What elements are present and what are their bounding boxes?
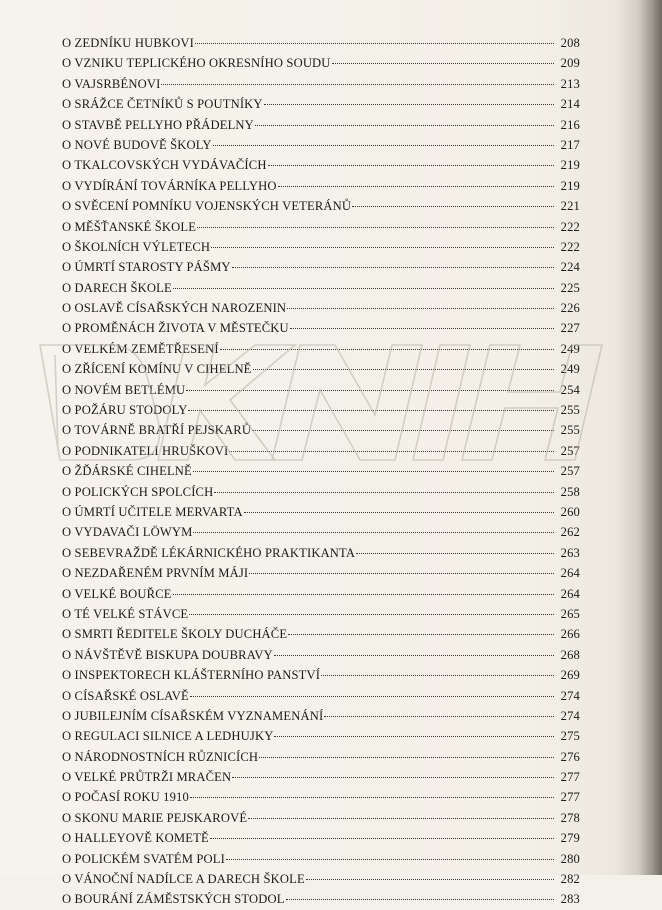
dot-leader — [189, 614, 554, 615]
dot-leader — [173, 594, 554, 595]
toc-entry-page-number: 276 — [560, 749, 580, 764]
toc-entry-title: O VÁNOČNÍ NADÍLCE A DARECH ŠKOLE — [62, 872, 305, 887]
dot-leader — [248, 818, 554, 819]
dot-leader — [190, 797, 554, 798]
dot-leader — [173, 288, 554, 289]
toc-entry-title: O SVĚCENÍ POMNÍKU VOJENSKÝCH VETERÁNŮ — [62, 199, 352, 214]
toc-entry — [62, 543, 580, 563]
toc-entry-title: O MĚŠŤANSKÉ ŠKOLE — [62, 219, 197, 234]
toc-entry-page-number: 214 — [560, 97, 580, 112]
toc-entry-page-number: 274 — [560, 708, 580, 723]
toc-entry — [62, 604, 580, 624]
toc-entry-page-number: 280 — [560, 851, 580, 866]
toc-entry-page-number: 219 — [560, 158, 580, 173]
dot-leader — [321, 675, 554, 676]
dot-leader — [226, 859, 554, 860]
toc-entry — [62, 726, 580, 746]
dot-leader — [274, 655, 554, 656]
toc-entry-title: O TKALCOVSKÝCH VYDÁVAČÍCH — [62, 158, 267, 173]
dot-leader — [213, 145, 554, 146]
toc-entry-page-number: 221 — [560, 199, 580, 214]
toc-entry-title: O OSLAVĚ CÍSAŘSKÝCH NAROZENIN — [62, 301, 287, 316]
toc-entry-title: O NOVÉ BUDOVĚ ŠKOLY — [62, 137, 212, 152]
toc-entry-page-number: 255 — [560, 403, 580, 418]
dot-leader — [161, 84, 554, 85]
toc-entry-title: O ZEDNÍKU HUBKOVI — [62, 36, 194, 50]
toc-entry — [62, 828, 580, 848]
toc-entry — [62, 94, 580, 114]
toc-entry-title: O PROMĚNÁCH ŽIVOTA V MĚSTEČKU — [62, 321, 289, 336]
toc-entry-page-number: 264 — [560, 566, 580, 581]
toc-entry — [62, 747, 580, 767]
toc-entry — [62, 645, 580, 665]
page-binding-shadow — [638, 0, 662, 875]
toc-entry-page-number: 257 — [560, 464, 580, 479]
dot-leader — [232, 267, 554, 268]
dot-leader — [193, 471, 554, 472]
toc-entry-title: O CÍSAŘSKÉ OSLAVĚ — [62, 688, 189, 703]
toc-entry-title: O NÁRODNOSTNÍCH RŮZNICÍCH — [62, 749, 259, 764]
toc-entry-title: O SKONU MARIE PEJSKAROVÉ — [62, 810, 248, 825]
dot-leader — [249, 573, 554, 574]
dot-leader — [268, 165, 554, 166]
toc-entry-title: O VYDAVAČI LÖWYM — [62, 525, 193, 540]
toc-entry-title: O ÚMRTÍ UČITELE MERVARTA — [62, 504, 243, 519]
toc-entry-title: O POŽÁRU STODOLY — [62, 403, 188, 418]
toc-entry-page-number: 222 — [560, 219, 580, 234]
toc-entry — [62, 155, 580, 175]
dot-leader — [195, 43, 554, 44]
toc-entry-page-number: 255 — [560, 423, 580, 438]
dot-leader — [255, 125, 554, 126]
dot-leader — [244, 512, 554, 513]
dot-leader — [332, 63, 554, 64]
dot-leader — [274, 736, 554, 737]
toc-entry-page-number: 283 — [560, 892, 580, 907]
toc-entry-page-number: 224 — [560, 260, 580, 275]
toc-entry-title: O ZŘÍCENÍ KOMÍNU V CIHELNĚ — [62, 362, 252, 377]
toc-entry-title: O POČASÍ ROKU 1910 — [62, 790, 189, 805]
toc-entry — [62, 808, 580, 828]
toc-entry-title: O HALLEYOVĚ KOMETĚ — [62, 831, 209, 846]
dot-leader — [214, 492, 554, 493]
toc-entry-title: O DARECH ŠKOLE — [62, 280, 172, 295]
toc-entry — [62, 33, 580, 53]
toc-entry-page-number: 264 — [560, 586, 580, 601]
toc-entry-title: O ŠKOLNÍCH VÝLETECH — [62, 239, 211, 254]
toc-entry-title: O VELKÉ PRŮTRŽI MRAČEN — [62, 770, 232, 785]
toc-entry — [62, 584, 580, 604]
dot-leader — [352, 206, 554, 207]
toc-entry-page-number: 249 — [560, 362, 580, 377]
toc-entry-title: O ÚMRTÍ STAROSTY PÁŠMY — [62, 260, 231, 275]
toc-entry-page-number: 225 — [560, 280, 580, 295]
toc-entry-page-number: 254 — [560, 382, 580, 397]
toc-entry-title: O INSPEKTORECH KLÁŠTERNÍHO PANSTVÍ — [62, 668, 321, 683]
toc-entry — [62, 115, 580, 135]
toc-entry-page-number: 266 — [560, 627, 580, 642]
dot-leader — [264, 104, 554, 105]
toc-entry-page-number: 268 — [560, 647, 580, 662]
toc-entry — [62, 624, 580, 644]
toc-entry — [62, 176, 580, 196]
toc-entry-page-number: 282 — [560, 872, 580, 887]
toc-entry-title: O VELKÉM ZEMĚTŘESENÍ — [62, 341, 219, 356]
dot-leader — [211, 247, 554, 248]
toc-entry — [62, 849, 580, 869]
toc-entry-page-number: 265 — [560, 606, 580, 621]
toc-entry-page-number: 279 — [560, 831, 580, 846]
toc-entry — [62, 665, 580, 685]
toc-entry — [62, 461, 580, 481]
toc-entry-page-number: 269 — [560, 668, 580, 683]
toc-entry-title: O SEBEVRAŽDĚ LÉKÁRNICKÉHO PRAKTIKANTA — [62, 545, 356, 560]
dot-leader — [278, 186, 554, 187]
toc-entry — [62, 257, 580, 277]
toc-entry-title: O ŽĎÁRSKÉ CIHELNĚ — [62, 464, 192, 479]
toc-entry-title: O VELKÉ BOUŘCE — [62, 586, 172, 601]
toc-entry-title: O POLICKÝCH SPOLCÍCH — [62, 484, 214, 499]
toc-entry-page-number: 217 — [560, 137, 580, 152]
dot-leader — [190, 696, 554, 697]
toc-entry-page-number: 209 — [560, 56, 580, 71]
dot-leader — [186, 390, 554, 391]
toc-entry — [62, 767, 580, 787]
toc-entry — [62, 400, 580, 420]
toc-entry — [62, 318, 580, 338]
dot-leader — [210, 838, 554, 839]
toc-entry — [62, 441, 580, 461]
toc-entry-page-number: 208 — [560, 36, 580, 50]
toc-entry — [62, 278, 580, 298]
dot-leader — [286, 899, 554, 900]
toc-entry — [62, 787, 580, 807]
toc-entry-title: O SRÁŽCE ČETNÍKŮ S POUTNÍKY — [62, 97, 263, 112]
toc-entry — [62, 563, 580, 583]
toc-entry-title: O JUBILEJNÍM CÍSAŘSKÉM VYZNAMENÁNÍ — [62, 708, 324, 723]
toc-entry-title: O NEZDAŘENÉM PRVNÍM MÁJI — [62, 566, 249, 581]
toc-entry — [62, 339, 580, 359]
toc-entry-title: O NÁVŠTĚVĚ BISKUPA DOUBRAVY — [62, 647, 273, 662]
dot-leader — [356, 553, 554, 554]
dot-leader — [253, 369, 554, 370]
dot-leader — [188, 410, 554, 411]
dot-leader — [193, 532, 554, 533]
toc-entry-page-number: 277 — [560, 790, 580, 805]
toc-entry — [62, 380, 580, 400]
toc-entry-title: O VZNIKU TEPLICKÉHO OKRESNÍHO SOUDU — [62, 56, 331, 71]
toc-entry — [62, 359, 580, 379]
toc-entry-title: O SMRTI ŘEDITELE ŠKOLY DUCHÁČE — [62, 627, 288, 642]
toc-entry-page-number: 262 — [560, 525, 580, 540]
toc-entry-title: O VAJSRBÉNOVI — [62, 76, 161, 91]
toc-entry-page-number: 249 — [560, 341, 580, 356]
toc-entry-page-number: 227 — [560, 321, 580, 336]
toc-entry-page-number: 258 — [560, 484, 580, 499]
toc-entry — [62, 237, 580, 257]
toc-entry — [62, 889, 580, 909]
toc-entry-page-number: 278 — [560, 810, 580, 825]
toc-entry-page-number: 277 — [560, 770, 580, 785]
dot-leader — [259, 757, 554, 758]
toc-entry-title: O VYDÍRÁNÍ TOVÁRNÍKA PELLYHO — [62, 178, 277, 193]
toc-entry-title: O TOVÁRNĚ BRATŘÍ PEJSKARŮ — [62, 423, 252, 438]
dot-leader — [197, 227, 554, 228]
toc-entry-title: O NOVÉM BETLÉMU — [62, 382, 186, 397]
dot-leader — [252, 430, 554, 431]
toc-entry-page-number: 257 — [560, 443, 580, 458]
dot-leader — [324, 716, 554, 717]
toc-entry-page-number: 216 — [560, 117, 580, 132]
dot-leader — [290, 328, 554, 329]
toc-entry-title: O REGULACI SILNICE A LEDHUJKY — [62, 729, 274, 744]
dot-leader — [229, 451, 554, 452]
table-of-contents — [62, 33, 580, 910]
toc-entry-title: O PODNIKATELI HRUŠKOVI — [62, 443, 229, 458]
toc-entry — [62, 298, 580, 318]
toc-entry-page-number: 226 — [560, 301, 580, 316]
toc-entry — [62, 522, 580, 542]
toc-entry — [62, 482, 580, 502]
toc-entry-page-number: 275 — [560, 729, 580, 744]
toc-entry — [62, 869, 580, 889]
toc-entry — [62, 706, 580, 726]
toc-entry — [62, 74, 580, 94]
dot-leader — [232, 777, 554, 778]
toc-entry-title: O BOURÁNÍ ZÁMĚSTSKÝCH STODOL — [62, 892, 285, 907]
dot-leader — [288, 634, 554, 635]
toc-entry-title: O TÉ VELKÉ STÁVCE — [62, 606, 189, 621]
toc-entry-page-number: 213 — [560, 76, 580, 91]
toc-entry — [62, 53, 580, 73]
toc-entry — [62, 135, 580, 155]
toc-entry-page-number: 263 — [560, 545, 580, 560]
toc-entry — [62, 686, 580, 706]
toc-entry-title: O POLICKÉM SVATÉM POLI — [62, 851, 225, 866]
toc-entry-page-number: 274 — [560, 688, 580, 703]
toc-entry — [62, 217, 580, 237]
toc-entry — [62, 196, 580, 216]
toc-entry-title: O STAVBĚ PELLYHO PŘÁDELNY — [62, 117, 254, 132]
toc-entry-page-number: 222 — [560, 239, 580, 254]
toc-entry — [62, 420, 580, 440]
toc-entry-page-number: 260 — [560, 504, 580, 519]
toc-entry-page-number: 219 — [560, 178, 580, 193]
dot-leader — [306, 879, 554, 880]
toc-entry — [62, 502, 580, 522]
dot-leader — [287, 308, 554, 309]
dot-leader — [220, 349, 554, 350]
